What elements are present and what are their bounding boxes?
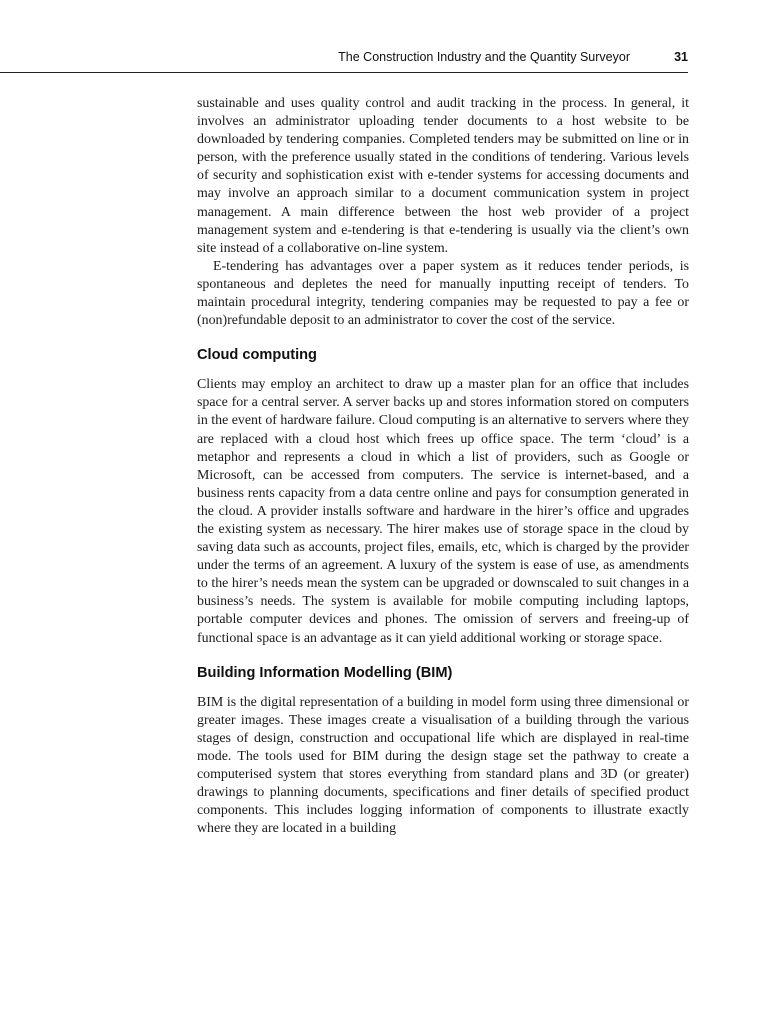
page-body	[197, 95, 689, 838]
paragraph-cloud-computing: Clients may employ an architect to draw up a master plan for an office that includes space for a central server. A server backs up and stores information stored on computers in the event of hardware failure. Cloud computing is an alternative to servers where they are replaced with a cloud host which frees up office space. The term ‘cloud’ is a metaphor and represents a cloud in which a list of providers, such as Google or Microsoft, can be accessed from computers. The service is internet-based, and a business rents capacity from a data centre online and pays for consumption generated in the cloud. A provider installs software and hardware in the hirer’s office and upgrades the existing system as necessary. The hirer makes use of storage space in the cloud by saving data such as accounts, project files, emails, etc, which is charged by the provider under the terms of an agreement. A luxury of the system is ease of use, as amendments to the hirer’s needs mean the system can be upgraded or downscaled to suit changes in a business’s needs. The system is available for mobile computing including laptops, portable computer devices and phones. The omission of servers and freeing-up of functional space is an advantage as it can yield additional working or storage space.	[197, 377, 689, 646]
paragraph-e-tendering-advantages: E-tendering has advantages over a paper system as it reduces tender periods, is spontaneous and depletes the need for manually inputting receipt of tenders. To maintain procedural integrity, tendering companies may be requested to pay a fee or (non)refundable deposit to an administrator to cover the cost of the service.	[197, 258, 689, 329]
page-number: 31	[674, 50, 688, 64]
section-heading-bim: Building Information Modelling (BIM)	[197, 664, 453, 681]
paragraph-bim: BIM is the digital representation of a building in model form using three dimensional or greater images. These images create a visualisation of a building through the various stages of design, construction and occupational life which are displayed in real-time mode. The tools used for BIM during the design stage set the pathway to create a computerised system that stores everything from standard plans and 3D (or greater) drawings to planning documents, specifications and finer details of specified product components. This includes logging information of components to illustrate exactly where they are located in a building	[197, 694, 689, 837]
paragraph-e-tendering-continued: sustainable and uses quality control and audit tracking in the process. In general, it involves an administrator uploading tender documents to a host website to be downloaded by tendering companies. Completed tenders may be submitted on line or in person, with the preference usually stated in the conditions of tendering. Various levels of security and sophistication exist with e-tender systems for accessing documents and may involve an approach similar to a document communication system in project management. A main difference between the host web provider of a project management system and e-tendering is that e-tendering is usually via the client’s own site instead of a collaborative on-line system.	[197, 96, 689, 256]
section-heading-cloud-computing: Cloud computing	[197, 347, 317, 364]
running-title: The Construction Industry and the Quantity Surveyor	[338, 50, 630, 64]
running-header	[0, 48, 688, 73]
